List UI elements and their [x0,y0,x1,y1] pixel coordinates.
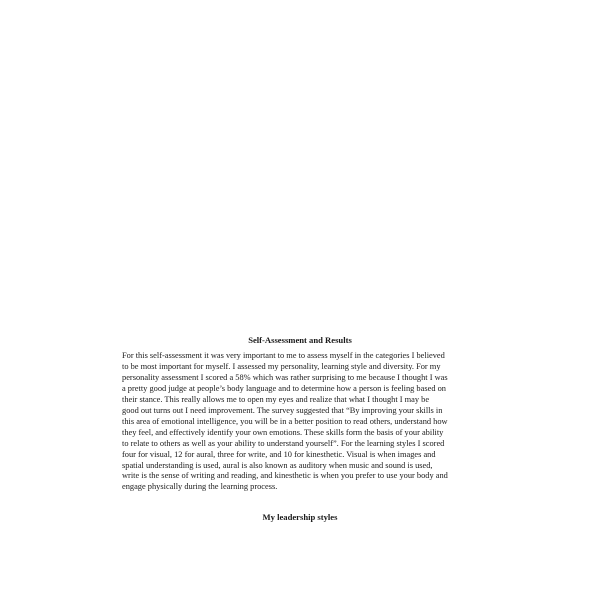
section-title: Self-Assessment and Results [248,335,352,345]
paragraph-line: their stance. This really allows me to open my eyes and realize that what I thought I may be [122,394,430,404]
body-paragraph [122,351,478,493]
paragraph-line: good out turns out I need improvement. The survey suggested that “By improving your skills in [122,405,443,415]
paragraph-line: they feel, and effectively identify your own emotions. These skills form the basis of your ability [122,427,444,437]
paragraph-line: engage physically during the learning process. [122,482,278,492]
paragraph-line: personality assessment I scored a 58% which was rather surprising to me because I thought I was [122,372,448,382]
paragraph-line: a pretty good judge at people’s body language and to determine how a person is feeling based on [122,383,446,393]
paragraph-line: For this self-assessment it was very important to me to assess myself in the categories I believed [122,351,445,360]
paragraph-line: spatial understanding is used, aural is also known as auditory when music and sound is used, [122,460,433,470]
paragraph-line: to be most important for myself. I assessed my personality, learning style and diversity. For my [122,361,441,371]
leadership-heading: My leadership styles [262,512,338,522]
paragraph-line: this area of emotional intelligence, you will be in a better position to read others, understand how [122,416,448,426]
paragraph-line: four for visual, 12 for aural, three for write, and 10 for kinesthetic. Visual is when images and [122,449,436,459]
paragraph-line: write is the sense of writing and reading, and kinesthetic is when you prefer to use your body and [122,471,448,481]
paragraph-line: to relate to others as well as your ability to understand yourself”. For the learning styles I scored [122,438,445,448]
